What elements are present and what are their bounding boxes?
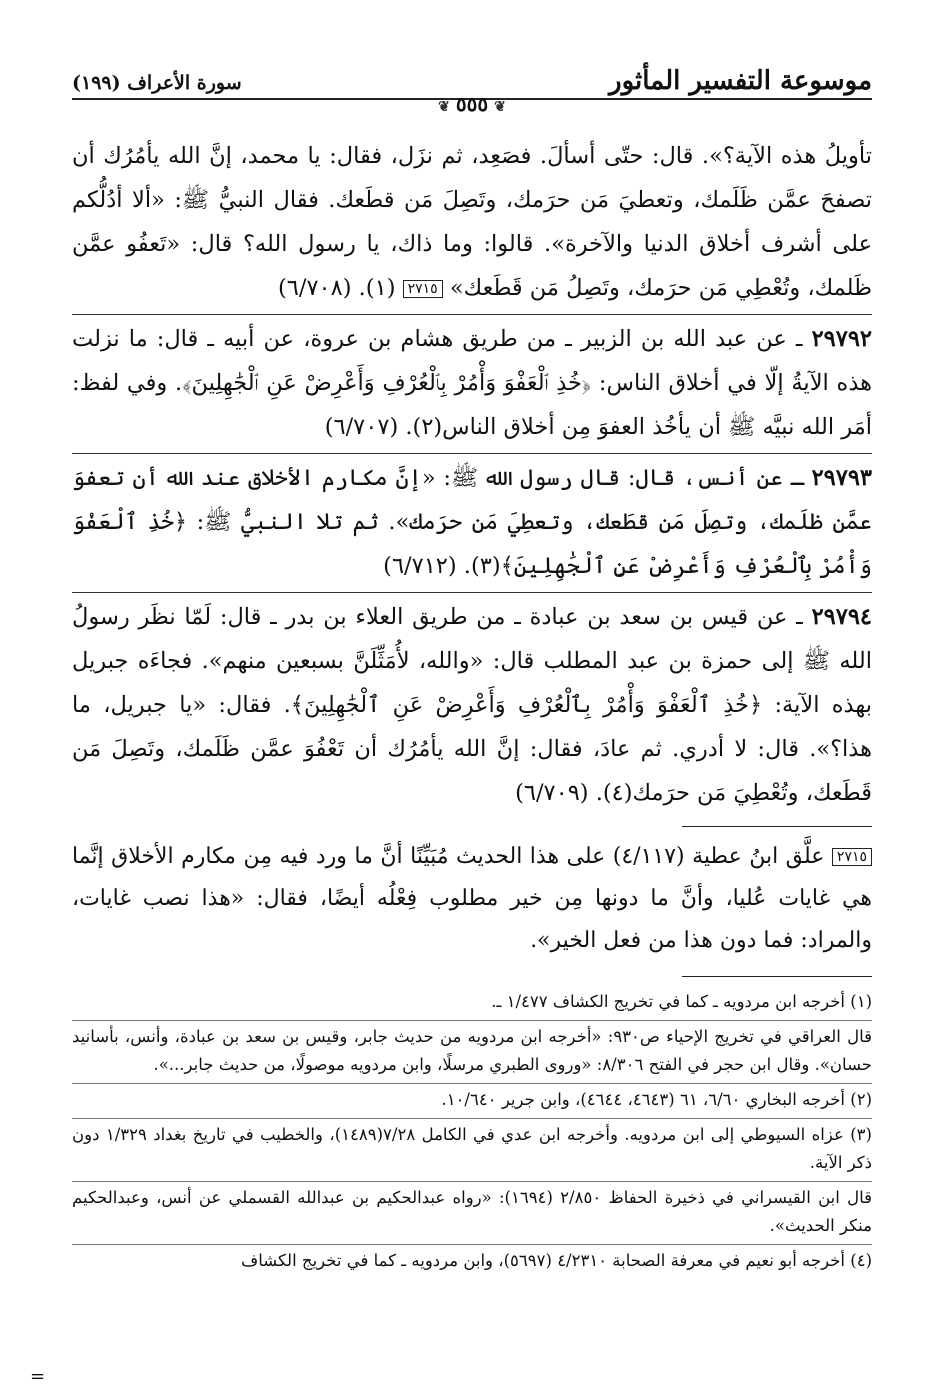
separator: [682, 976, 872, 977]
separator: [682, 826, 872, 827]
note-number-box: ٢٧١٥: [832, 848, 872, 866]
hadith-29793: ٢٩٧٩٣ ـ عن أنس، قال: قال رسول الله ﷺ: «إنَّ مكارم الأخلاق عند الله أن تعفوَ عمَّن ظلَمك، وتصِلَ مَن قطَعك، وتعطِيَ مَن حرَمك». ثم تلا النبيُّ ﷺ: ﴿خُذِ ٱلْعَفْوَ وَأْمُرْ بِٱلْعُرْفِ وَأَعْرِضْ عَنِ ٱلْجَٰهِلِينَ﴾(٣). (٦/٧١٢): [72, 453, 872, 592]
footnote-2: (٢) أخرجه البخاري ٦/٦٠، ٦١ (٤٦٤٣، ٤٦٤٤)، وابن جرير ١٠/٦٤٠.: [72, 1083, 872, 1118]
page-number: ❦٥٥٥❦: [72, 94, 872, 117]
hadith-number: ٢٩٧٩٤: [811, 604, 872, 630]
footnote-1-comment: قال العراقي في تخريج الإحياء ص٩٣٠: «أخرجه ابن مردويه من حديث جابر، وقيس بن سعد بن عبادة، وأنس، بأسانيد حسان». وقال ابن حجر في الفتح ٨/٣٠٦: «وروى الطبري مرسلًا، وابن مردويه موصولًا، من حديث جابر...».: [72, 1020, 872, 1083]
footnote-4: (٤) أخرجه أبو نعيم في معرفة الصحابة ٤/٢٣١٠ (٥٦٩٧)، وابن مردويه ـ كما في تخريج الكشاف: [72, 1244, 872, 1279]
hadith-29792: ٢٩٧٩٢ ـ عن عبد الله بن الزبير ـ من طريق هشام بن عروة، عن أبيه ـ قال: ما نزلت هذه الآيةُ إلّا في أخلاق الناس: ﴿خُذِ ٱلْعَفْوَ وَأْمُرْ بِٱلْعُرْفِ وَأَعْرِضْ عَنِ ٱلْجَٰهِلِينَ﴾. وفي لفظ: أمَر الله نبيَّه ﷺ أن يأخُذ العفوَ مِن أخلاق الناس(٢). (٦/٧٠٧): [72, 314, 872, 453]
footnote-3-comment: قال ابن القيسراني في ذخيرة الحفاظ ٢/٨٥٠ (١٦٩٤): «رواه عبدالحكيم بن عبدالله القسملي عن أنس، وعبدالحكيم منكر الحديث».: [72, 1181, 872, 1244]
footnote-3: (٣) عزاه السيوطي إلى ابن مردويه. وأخرجه ابن عدي في الكامل ٧/٢٨(١٤٨٩)، والخطيب في تاريخ بغداد ١/٣٢٩ دون ذكر الآية.: [72, 1118, 872, 1181]
surah-label: سورة الأعراف (١٩٩): [72, 72, 242, 94]
footnotes: [72, 986, 872, 1279]
ornament-icon: ❦: [438, 99, 450, 115]
paragraph-continued: تأويلُ هذه الآية؟». قال: حتّى أسألَ. فصَعِد، ثم نزَل، فقال: يا محمد، إنَّ الله يأمُرُك أن تصفحَ عمَّن ظَلَمك، وتعطيَ مَن حرَمك، وتَصِلَ مَن قطَعك. فقال النبيُّ ﷺ: «ألا أدُلُّكم على أشرف أخلاق الدنيا والآخرة». قالوا: وما ذاك، يا رسول الله؟ قال: «تَعفُو عمَّن ظَلمك، وتُعْطِي مَن حرَمك، وتَصِلُ مَن قَطَعك» ٢٧١٥ (١). (٦/٧٠٨): [72, 143, 872, 301]
note-reference-box: ٢٧١٥: [403, 280, 443, 298]
hadith-number: ٢٩٧٩٢: [811, 326, 873, 352]
footnote-1: (١) أخرجه ابن مردويه ـ كما في تخريج الكشاف ١/٤٧٧ ـ.: [491, 992, 872, 1011]
ornament-icon: ❦: [494, 99, 506, 115]
book-page: [30, 56, 873, 1387]
main-text: [72, 134, 872, 819]
continuation-mark: =: [30, 1366, 46, 1387]
book-title: موسوعة التفسير المأثور: [609, 66, 872, 96]
hadith-29794: ٢٩٧٩٤ ـ عن قيس بن سعد بن عبادة ـ من طريق العلاء بن بدر ـ قال: لَمّا نظَر رسولُ الله ﷺ إلى حمزة بن عبد المطلب قال: «والله، لأُمَثِّلَنَّ بسبعين منهم». فجاءَه جبريل بهذه الآية: ﴿خُذِ ٱلْعَفْوَ وَأْمُرْ بِٱلْعُرْفِ وَأَعْرِضْ عَنِ ٱلْجَٰهِلِينَ﴾. فقال: «يا جبريل، ما هذا؟». قال: لا أدري. ثم عادَ، فقال: إنَّ الله يأمُرُك أن تَعْفُوَ عمَّن ظَلَمك، وتَصِلَ مَن قَطَعك، وتُعْطِيَ مَن حرَمك(٤). (٦/٧٠٩): [72, 592, 872, 819]
hadith-number: ٢٩٧٩٣: [811, 465, 872, 491]
commentary-note: ٢٧١٥ علَّق ابنُ عطية (٤/١١٧) على هذا الحديث مُبَيِّنًا أنَّ ما ورد فيه مِن مكارم الأخلاق إنَّما هي غايات عُليا، وأنَّ ما دونها مِن خير مطلوب فِعْلُه أيضًا، فقال: «هذا نصب غايات، والمراد: فما دون هذا من فعل الخير».: [72, 844, 872, 953]
